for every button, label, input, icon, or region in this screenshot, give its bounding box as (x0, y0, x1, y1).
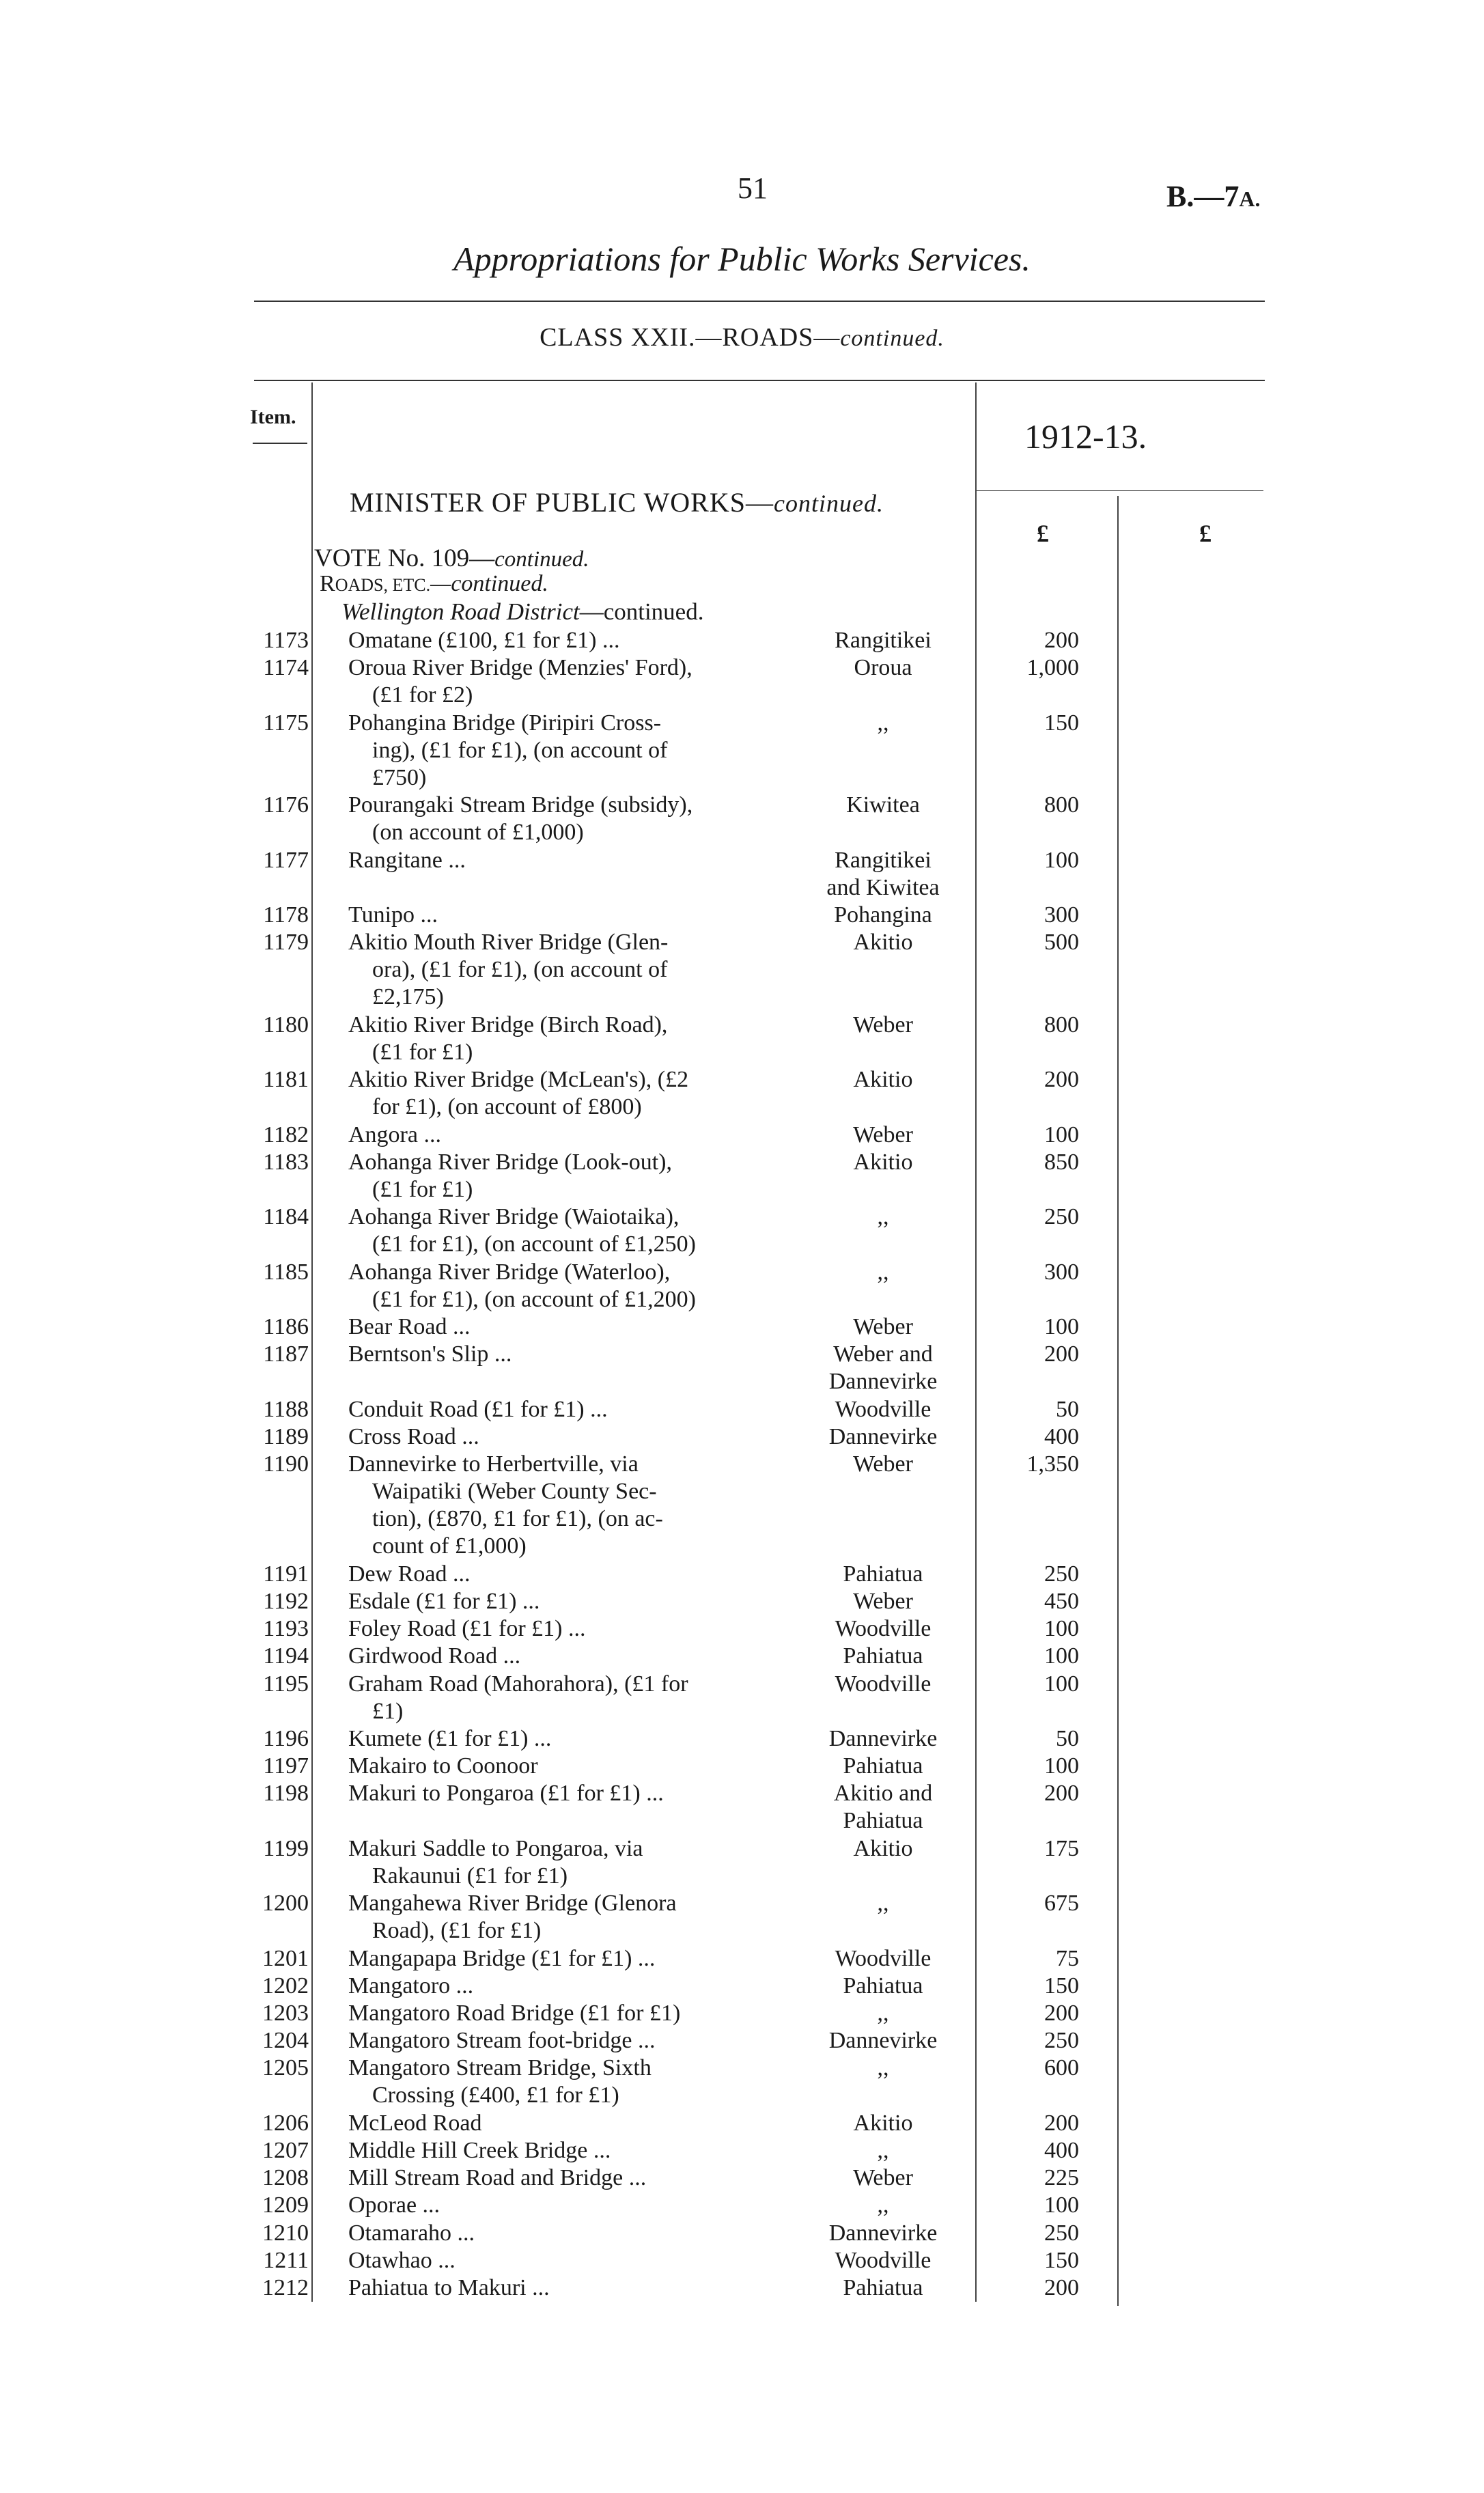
item-number: 1192 (263, 1589, 309, 1614)
county-name (798, 1615, 968, 1643)
item-number: 1199 (263, 1835, 309, 1861)
amount: 100 (1044, 847, 1079, 873)
description-line: Esdale (£1 for £1) ... (348, 1589, 540, 1614)
item-column-divider (311, 382, 313, 2302)
amount: 450 (1044, 1589, 1079, 1614)
item-description (348, 1122, 785, 1149)
county-name (798, 1451, 968, 1478)
county-line: ,, (877, 1259, 889, 1285)
amount: 100 (1044, 1616, 1079, 1642)
county-name (798, 1341, 968, 1395)
county-name (798, 1259, 968, 1286)
county-line: Weber (853, 1314, 913, 1339)
county-name (798, 1973, 968, 2000)
county-name (798, 1890, 968, 1917)
description-line: Aohanga River Bridge (Look-out), (348, 1149, 672, 1175)
description-line: (on account of £1,000) (372, 820, 584, 846)
county-line: Weber (853, 1012, 913, 1037)
item-number: 1202 (262, 1973, 309, 1998)
description-line: Akitio River Bridge (Birch Road), (348, 1012, 668, 1037)
item-number: 1178 (263, 902, 309, 928)
county-name (798, 1671, 968, 1698)
item-number: 1204 (262, 2028, 309, 2054)
county-name (798, 1313, 968, 1341)
year-heading: 1912-13. (1024, 417, 1147, 456)
county-line: Rangitikei (835, 628, 932, 653)
county-name (798, 1396, 968, 1423)
amount: 100 (1044, 1314, 1079, 1339)
county-line: Weber and (833, 1341, 933, 1367)
description-line: Akitio Mouth River Bridge (Glen- (348, 930, 669, 956)
item-number: 1191 (263, 1561, 309, 1587)
county-name (798, 654, 968, 682)
item-description (348, 2110, 785, 2137)
county-line: Woodville (835, 1671, 932, 1697)
description-line: Dannevirke to Herbertville, via (348, 1451, 639, 1477)
amount: 225 (1044, 2165, 1079, 2191)
county-line: Woodville (835, 1616, 932, 1642)
description-line: (£1 for £1) (372, 1176, 473, 1202)
description-line: Pohangina Bridge (Piripiri Cross- (348, 710, 662, 736)
amount: 175 (1044, 1835, 1079, 1861)
amount: 400 (1044, 2138, 1079, 2163)
county-line: ,, (877, 710, 889, 736)
item-description (348, 1753, 785, 1780)
roads-heading-continued: —continued. (430, 571, 548, 596)
item-description (348, 1423, 785, 1451)
county-line: and Kiwitea (826, 874, 940, 900)
county-name (798, 1066, 968, 1094)
vote-heading (314, 544, 589, 573)
county-line: Dannevirke (828, 2220, 938, 2246)
description-line: Otamaraho ... (348, 2220, 475, 2246)
item-number: 1174 (263, 655, 309, 681)
item-description (348, 1259, 785, 1313)
item-description (348, 1149, 785, 1203)
description-line: Mangatoro ... (348, 1973, 474, 1998)
county-name (798, 2110, 968, 2137)
item-number: 1198 (263, 1781, 309, 1807)
county-line: Oroua (854, 655, 912, 681)
county-name (798, 2247, 968, 2274)
amount: 100 (1044, 1753, 1079, 1779)
description-line: Crossing (£400, £1 for £1) (372, 2083, 619, 2108)
description-line: Middle Hill Creek Bridge ... (348, 2138, 611, 2163)
vote-heading-continued: continued. (494, 547, 589, 572)
county-name (798, 1122, 968, 1149)
description-line: (£1 for £1), (on account of £1,250) (372, 1231, 696, 1257)
description-line: Mangatoro Stream foot-bridge ... (348, 2028, 656, 2054)
description-line: Berntson's Slip ... (348, 1341, 512, 1367)
county-line: ,, (877, 1891, 889, 1917)
class-heading-continued: continued. (840, 326, 944, 351)
description-line: Aohanga River Bridge (Waterloo), (348, 1259, 671, 1285)
amount: 75 (1056, 1945, 1079, 1971)
item-description (348, 847, 785, 874)
county-name (798, 847, 968, 902)
item-header-underline (253, 443, 307, 444)
year-underline (977, 490, 1263, 491)
item-description (348, 1203, 785, 1258)
amount: 100 (1044, 2192, 1079, 2218)
item-number: 1179 (263, 930, 309, 956)
amount: 1,350 (1026, 1451, 1079, 1477)
county-name (798, 1012, 968, 1039)
amount-column-right-divider (1117, 496, 1119, 2306)
amount: 400 (1044, 1423, 1079, 1449)
description-line: Pahiatua to Makuri ... (348, 2275, 550, 2300)
item-number: 1205 (262, 2055, 309, 2081)
county-name (798, 1945, 968, 1973)
description-line: count of £1,000) (372, 1533, 527, 1559)
description-line: (£1 for £1), (on account of £1,200) (372, 1286, 696, 1312)
amount: 100 (1044, 1671, 1079, 1697)
description-line: McLeod Road (348, 2110, 482, 2136)
class-heading-main: CLASS XXII.—ROADS— (540, 323, 841, 352)
county-line: Kiwitea (846, 792, 920, 818)
amount: 50 (1056, 1396, 1079, 1422)
item-description (348, 1396, 785, 1423)
county-line: ,, (877, 2192, 889, 2218)
amount: 600 (1044, 2055, 1079, 2081)
county-name (798, 2164, 968, 2192)
description-line: Bear Road ... (348, 1314, 471, 1339)
amount: 300 (1044, 1259, 1079, 1285)
item-number: 1185 (263, 1259, 309, 1285)
amount: 250 (1044, 1561, 1079, 1587)
description-line: Makuri Saddle to Pongaroa, via (348, 1835, 643, 1861)
item-description (348, 1313, 785, 1341)
description-line: Rangitane ... (348, 847, 466, 873)
amount: 200 (1044, 2110, 1079, 2136)
county-line: Pahiatua (843, 1753, 923, 1779)
description-line: Rakaunui (£1 for £1) (372, 1863, 568, 1889)
item-number: 1175 (263, 710, 309, 736)
amount: 150 (1044, 1973, 1079, 1998)
amount: 150 (1044, 2247, 1079, 2273)
page-title: Appropriations for Public Works Services. (453, 240, 1031, 278)
item-number: 1189 (263, 1423, 309, 1449)
item-number: 1190 (263, 1451, 309, 1477)
county-line: Akitio (853, 2110, 913, 2136)
item-number: 1206 (262, 2110, 309, 2136)
doc-ref-main: B.—7 (1166, 180, 1240, 213)
amount: 200 (1044, 2275, 1079, 2300)
item-description (348, 1615, 785, 1643)
item-number: 1210 (262, 2220, 309, 2246)
amount: 250 (1044, 1204, 1079, 1230)
item-description (348, 2192, 785, 2219)
minister-heading-continued: continued. (774, 490, 884, 517)
county-line: ,, (877, 2055, 889, 2081)
description-line: for £1), (on account of £800) (372, 1094, 642, 1120)
item-description (348, 2137, 785, 2164)
county-line: Weber (853, 1451, 913, 1477)
minister-heading (350, 486, 884, 518)
district-continued: —continued. (579, 598, 704, 625)
item-description (348, 2055, 785, 2109)
pound-unit-col1: £ (1037, 520, 1049, 547)
item-number: 1184 (263, 1204, 309, 1230)
item-number: 1211 (263, 2247, 309, 2273)
description-line: Graham Road (Mahorahora), (£1 for (348, 1671, 688, 1697)
county-line: Pahiatua (843, 1808, 923, 1834)
description-line: Girdwood Road ... (348, 1643, 521, 1669)
description-line: Kumete (£1 for £1) ... (348, 1726, 552, 1751)
county-line: ,, (877, 2001, 889, 2026)
county-name (798, 2192, 968, 2219)
amount: 800 (1044, 792, 1079, 818)
item-number: 1208 (262, 2165, 309, 2191)
county-line: Weber (853, 1122, 913, 1147)
item-number: 1193 (263, 1616, 309, 1642)
item-description (348, 654, 785, 709)
description-line: £1) (372, 1698, 404, 1724)
item-description (348, 1725, 785, 1753)
item-description (348, 1561, 785, 1588)
amount: 200 (1044, 2001, 1079, 2026)
description-line: (£1 for £1) (372, 1039, 473, 1065)
district-name: Wellington Road District (341, 598, 580, 625)
item-number: 1212 (262, 2275, 309, 2300)
amount: 200 (1044, 1341, 1079, 1367)
county-name (798, 2220, 968, 2247)
county-line: Pahiatua (843, 1973, 923, 1998)
description-line: Makuri to Pongaroa (£1 for £1) ... (348, 1781, 664, 1807)
item-number: 1201 (262, 1945, 309, 1971)
county-name (798, 627, 968, 654)
county-line: Rangitikei (835, 847, 932, 873)
description-line: Conduit Road (£1 for £1) ... (348, 1396, 608, 1422)
county-line: Pohangina (834, 902, 932, 928)
item-description (348, 1451, 785, 1560)
page-number: 51 (738, 171, 768, 205)
county-line: Akitio and (833, 1781, 933, 1807)
description-line: Waipatiki (Weber County Sec- (372, 1479, 657, 1504)
roads-heading-cap: R (320, 571, 335, 596)
amount: 100 (1044, 1643, 1079, 1669)
item-description (348, 1835, 785, 1890)
class-heading (0, 322, 1484, 352)
amount: 50 (1056, 1726, 1079, 1751)
description-line: Mangahewa River Bridge (Glenora (348, 1891, 677, 1917)
county-name (798, 1780, 968, 1835)
description-line: Angora ... (348, 1122, 441, 1147)
county-name (798, 2137, 968, 2164)
county-line: Weber (853, 2165, 913, 2191)
item-number: 1182 (263, 1122, 309, 1147)
county-name (798, 1835, 968, 1863)
item-description (348, 2027, 785, 2055)
county-name (798, 792, 968, 819)
description-line: Mangatoro Stream Bridge, Sixth (348, 2055, 652, 2081)
county-name (798, 2000, 968, 2027)
amount: 850 (1044, 1149, 1079, 1175)
table-top-rule (254, 380, 1265, 381)
description-line: ora), (£1 for £1), (on account of (372, 957, 668, 983)
county-line: Dannevirke (828, 2028, 938, 2054)
county-name (798, 1561, 968, 1588)
county-line: ,, (877, 1204, 889, 1230)
item-description (348, 1890, 785, 1945)
description-line: (£1 for £2) (372, 682, 473, 708)
item-number: 1197 (263, 1753, 309, 1779)
county-name (798, 1588, 968, 1615)
description-line: Mangapapa Bridge (£1 for £1) ... (348, 1945, 656, 1971)
county-line: Woodville (835, 1396, 932, 1422)
county-line: Dannevirke (828, 1369, 938, 1395)
item-number: 1196 (263, 1726, 309, 1751)
item-number: 1209 (262, 2192, 309, 2218)
item-description (348, 1945, 785, 1973)
item-description (348, 902, 785, 929)
amount: 675 (1044, 1891, 1079, 1917)
county-name (798, 1423, 968, 1451)
county-name (798, 2274, 968, 2302)
item-description (348, 1643, 785, 1670)
county-name (798, 929, 968, 956)
county-line: Woodville (835, 1945, 932, 1971)
item-number: 1203 (262, 2001, 309, 2026)
county-line: ,, (877, 2138, 889, 2163)
item-number: 1177 (263, 847, 309, 873)
county-name (798, 2055, 968, 2082)
description-line: tion), (£870, £1 for £1), (on ac- (372, 1506, 663, 1531)
county-name (798, 710, 968, 737)
item-description (348, 1973, 785, 2000)
description-line: Foley Road (£1 for £1) ... (348, 1616, 586, 1642)
amount: 250 (1044, 2028, 1079, 2054)
item-description (348, 2247, 785, 2274)
county-name (798, 1753, 968, 1780)
item-number: 1188 (263, 1396, 309, 1422)
amount: 250 (1044, 2220, 1079, 2246)
county-line: Dannevirke (828, 1726, 938, 1751)
description-line: £750) (372, 764, 427, 790)
county-name (798, 1203, 968, 1231)
county-line: Pahiatua (843, 1643, 923, 1669)
item-description (348, 2274, 785, 2302)
description-line: Dew Road ... (348, 1561, 471, 1587)
item-number: 1181 (263, 1067, 309, 1093)
amount: 1,000 (1026, 655, 1079, 681)
item-description (348, 1341, 785, 1368)
item-number: 1194 (263, 1643, 309, 1669)
county-name (798, 2027, 968, 2055)
description-line: Aohanga River Bridge (Waiotaika), (348, 1204, 680, 1230)
amount: 100 (1044, 1122, 1079, 1147)
amount: 800 (1044, 1012, 1079, 1037)
county-name (798, 902, 968, 929)
county-line: Akitio (853, 1835, 913, 1861)
item-number: 1195 (263, 1671, 309, 1697)
item-description (348, 710, 785, 792)
description-line: Akitio River Bridge (McLean's), (£2 (348, 1067, 689, 1093)
item-description (348, 1066, 785, 1121)
county-name (798, 1643, 968, 1670)
year-column-divider (975, 382, 977, 492)
amount: 150 (1044, 710, 1079, 736)
description-line: Pourangaki Stream Bridge (subsidy), (348, 792, 693, 818)
item-description (348, 1588, 785, 1615)
description-line: Makairo to Coonoor (348, 1753, 538, 1779)
description-line: Omatane (£100, £1 for £1) ... (348, 628, 620, 653)
title-rule (254, 301, 1265, 302)
description-line: Tunipo ... (348, 902, 438, 928)
description-line: Cross Road ... (348, 1423, 479, 1449)
item-description (348, 1012, 785, 1066)
county-line: Weber (853, 1589, 913, 1614)
item-number: 1173 (263, 628, 309, 653)
pound-unit-col2: £ (1199, 520, 1212, 547)
roads-heading-small: OADS, ETC. (335, 575, 431, 595)
amount-column-left-divider (975, 492, 977, 2302)
item-description (348, 2000, 785, 2027)
item-number: 1186 (263, 1314, 309, 1339)
roads-heading (320, 571, 548, 597)
item-number: 1176 (263, 792, 309, 818)
minister-heading-main: MINISTER OF PUBLIC WORKS— (350, 487, 774, 518)
amount: 500 (1044, 930, 1079, 956)
county-name (798, 1725, 968, 1753)
district-heading (341, 598, 703, 626)
document-reference (1166, 179, 1260, 214)
item-description (348, 792, 785, 846)
description-line: Road), (£1 for £1) (372, 1918, 542, 1944)
item-number: 1180 (263, 1012, 309, 1037)
description-line: £2,175) (372, 984, 444, 1010)
amount: 200 (1044, 1781, 1079, 1807)
county-line: Woodville (835, 2247, 932, 2273)
county-line: Akitio (853, 1149, 913, 1175)
county-line: Pahiatua (843, 2275, 923, 2300)
county-line: Akitio (853, 930, 913, 956)
county-line: Akitio (853, 1067, 913, 1093)
item-description (348, 2220, 785, 2247)
description-line: Oporae ... (348, 2192, 440, 2218)
item-column-header: Item. (250, 406, 296, 428)
item-number: 1183 (263, 1149, 309, 1175)
county-line: Pahiatua (843, 1561, 923, 1587)
description-line: Mangatoro Road Bridge (£1 for £1) (348, 2001, 681, 2026)
description-line: Mill Stream Road and Bridge ... (348, 2165, 647, 2191)
description-line: Oroua River Bridge (Menzies' Ford), (348, 655, 692, 681)
description-line: ing), (£1 for £1), (on account of (372, 737, 668, 763)
item-number: 1207 (262, 2138, 309, 2163)
description-line: Otawhao ... (348, 2247, 456, 2273)
county-name (798, 1149, 968, 1176)
item-description (348, 1671, 785, 1725)
amount: 200 (1044, 628, 1079, 653)
item-description (348, 929, 785, 1011)
amount: 200 (1044, 1067, 1079, 1093)
item-number: 1200 (262, 1891, 309, 1917)
item-description (348, 1780, 785, 1807)
doc-ref-suffix: A. (1239, 186, 1261, 211)
county-line: Dannevirke (828, 1423, 938, 1449)
item-number: 1187 (263, 1341, 309, 1367)
item-description (348, 2164, 785, 2192)
vote-heading-main: VOTE No. 109— (314, 544, 495, 572)
amount: 300 (1044, 902, 1079, 928)
item-description (348, 627, 785, 654)
